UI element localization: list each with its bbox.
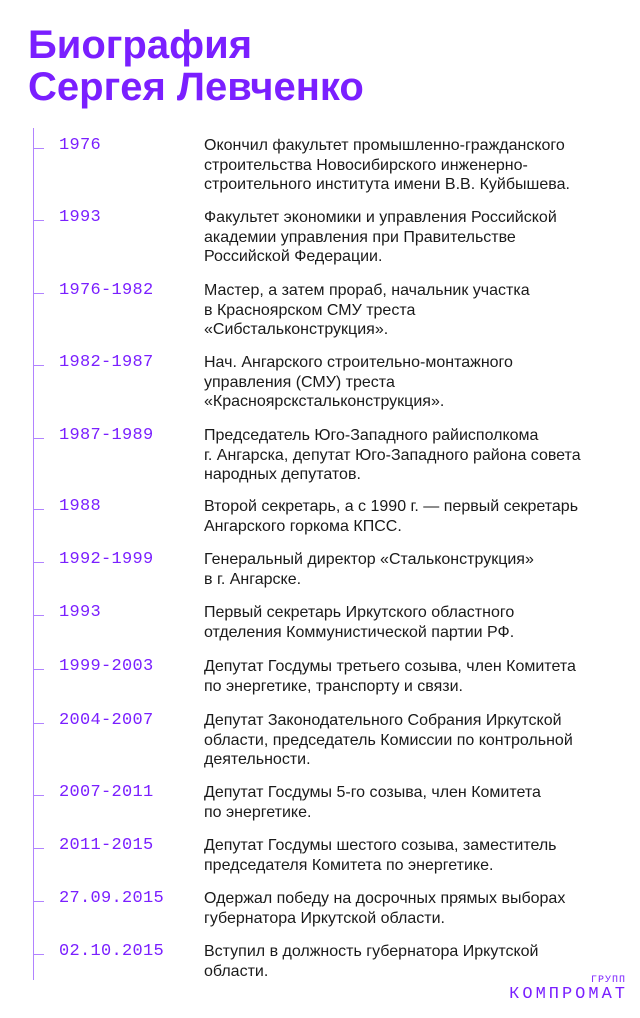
timeline-tick bbox=[33, 438, 44, 439]
description-line: области, председатель Комиссии по контрольной bbox=[204, 731, 573, 749]
timeline-year: 2011-2015 bbox=[59, 836, 154, 855]
timeline-year: 1993 bbox=[59, 603, 102, 622]
description-line: академии управления при Правительстве bbox=[204, 228, 516, 246]
timeline-description bbox=[204, 657, 624, 696]
description-line: управления (СМУ) треста bbox=[204, 373, 395, 391]
description-line: отделения Коммунистической партии РФ. bbox=[204, 623, 515, 641]
timeline-year: 1976-1982 bbox=[59, 281, 154, 300]
timeline-tick bbox=[33, 562, 44, 563]
timeline-tick bbox=[33, 723, 44, 724]
logo-text: КОМПРОМАТ bbox=[509, 985, 628, 1004]
description-line: деятельности. bbox=[204, 751, 311, 768]
description-line: по энергетике, транспорту и связи. bbox=[204, 677, 463, 695]
timeline-tick bbox=[33, 954, 44, 955]
timeline-description bbox=[204, 497, 624, 536]
description-line: Российской Федерации. bbox=[204, 248, 383, 265]
description-line: Депутат Законодательного Собрания Иркутской bbox=[204, 712, 562, 729]
timeline-year: 1993 bbox=[59, 208, 102, 227]
description-line: Вступил в должность губернатора Иркутской bbox=[204, 943, 539, 960]
description-line: Окончил факультет промышленно-гражданского bbox=[204, 137, 565, 154]
description-line: Депутат Госдумы 5-го созыва, член Комитета bbox=[204, 784, 541, 801]
description-line: Депутат Госдумы третьего созыва, член Комитета bbox=[204, 658, 576, 675]
timeline-description bbox=[204, 711, 624, 770]
timeline-tick bbox=[33, 901, 44, 902]
description-line: народных депутатов. bbox=[204, 466, 361, 483]
description-line: Генеральный директор «Стальконструкция» bbox=[204, 551, 534, 568]
timeline-year: 1992-1999 bbox=[59, 550, 154, 569]
timeline-description bbox=[204, 603, 624, 642]
title-line-2: Сергея Левченко bbox=[28, 65, 364, 109]
description-line: строительного института имени В.В. Куйбышева. bbox=[204, 176, 570, 193]
timeline-description bbox=[204, 889, 624, 928]
title-line-1: Биография bbox=[28, 23, 253, 67]
timeline-tick bbox=[33, 220, 44, 221]
description-line: в г. Ангарске. bbox=[204, 570, 302, 588]
description-line: Факультет экономики и управления Российской bbox=[204, 209, 557, 226]
timeline-year: 27.09.2015 bbox=[59, 889, 165, 908]
timeline-tick bbox=[33, 509, 44, 510]
timeline-year: 1987-1989 bbox=[59, 426, 154, 445]
timeline-description bbox=[204, 550, 624, 589]
timeline-year: 02.10.2015 bbox=[59, 942, 165, 961]
timeline-tick bbox=[33, 795, 44, 796]
timeline-description bbox=[204, 783, 624, 822]
timeline-year: 2007-2011 bbox=[59, 783, 154, 802]
timeline-axis bbox=[33, 128, 34, 980]
description-line: губернатора Иркутской области. bbox=[204, 909, 445, 927]
description-line: Ангарского горкома КПСС. bbox=[204, 517, 402, 535]
timeline-year: 1999-2003 bbox=[59, 657, 154, 676]
description-line: Нач. Ангарского строительно-монтажного bbox=[204, 354, 513, 371]
timeline-tick bbox=[33, 669, 44, 670]
description-line: «Сибстальконструкция». bbox=[204, 321, 389, 338]
timeline-tick bbox=[33, 848, 44, 849]
description-line: по энергетике. bbox=[204, 803, 312, 821]
timeline-year: 1976 bbox=[59, 136, 102, 155]
timeline-description bbox=[204, 836, 624, 875]
timeline-year: 1988 bbox=[59, 497, 102, 516]
timeline-tick bbox=[33, 293, 44, 294]
description-line: г. Ангарска, депутат Юго-Западного района совета bbox=[204, 446, 581, 464]
timeline-year: 1982-1987 bbox=[59, 353, 154, 372]
description-line: председателя Комитета по энергетике. bbox=[204, 856, 494, 874]
timeline-description bbox=[204, 208, 624, 267]
description-line: области. bbox=[204, 962, 269, 980]
timeline-tick bbox=[33, 148, 44, 149]
timeline-description bbox=[204, 136, 624, 195]
description-line: Депутат Госдумы шестого созыва, заместитель bbox=[204, 837, 557, 854]
description-line: строительства Новосибирского инженерно- bbox=[204, 156, 528, 174]
description-line: в Красноярском СМУ треста bbox=[204, 301, 416, 319]
kompromat-logo bbox=[509, 975, 628, 1004]
timeline-tick bbox=[33, 365, 44, 366]
timeline-description bbox=[204, 281, 624, 340]
page-title bbox=[28, 24, 608, 108]
timeline-description bbox=[204, 353, 624, 412]
description-line: Первый секретарь Иркутского областного bbox=[204, 604, 515, 621]
description-line: Второй секретарь, а с 1990 г. — первый секретарь bbox=[204, 498, 579, 515]
timeline-description bbox=[204, 426, 624, 485]
timeline-tick bbox=[33, 615, 44, 616]
logo-subtitle: ГРУПП bbox=[590, 975, 626, 986]
description-line: «Красноярскстальконструкция». bbox=[204, 393, 445, 410]
description-line: Одержал победу на досрочных прямых выборах bbox=[204, 890, 566, 907]
description-line: Мастер, а затем прораб, начальник участка bbox=[204, 282, 530, 299]
description-line: Председатель Юго-Западного райисполкома bbox=[204, 427, 539, 444]
timeline-year: 2004-2007 bbox=[59, 711, 154, 730]
